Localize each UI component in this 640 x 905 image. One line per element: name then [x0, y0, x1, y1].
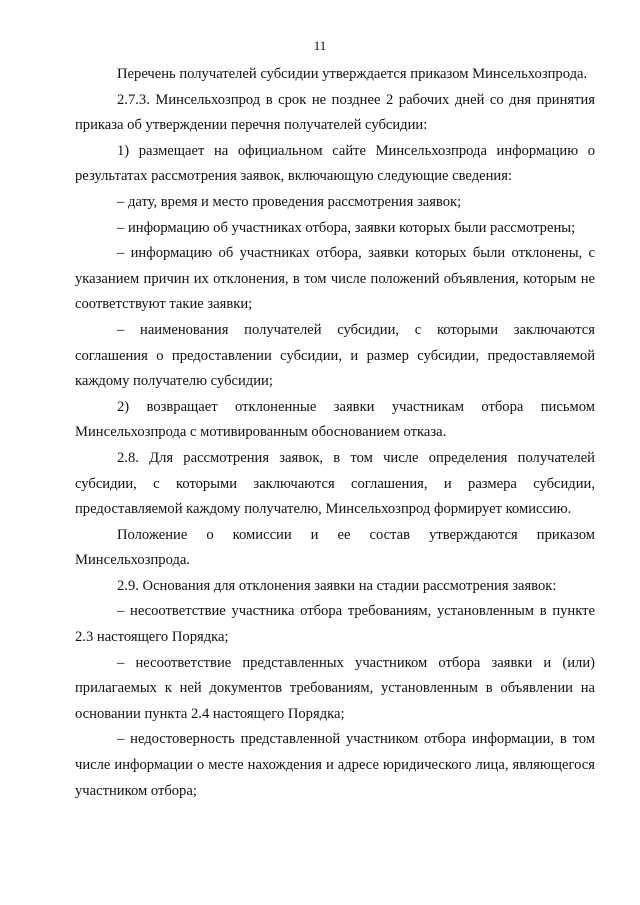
- document-body: [75, 62, 595, 804]
- paragraph-commission-regulation: Положение о комиссии и ее состав утверждаются приказом Минсельхозпрода.: [75, 526, 595, 569]
- list-item-rejected-participants: – информацию об участниках отбора, заявки которых были отклонены, с указанием причин их отклонения, в том числе положений объявления, которым не соответствуют такие заявки;: [75, 245, 595, 313]
- list-item-reviewed-participants: – информацию об участниках отбора, заявки которых были рассмотрены;: [117, 219, 576, 236]
- list-item-documents-mismatch: – несоответствие представленных участником отбора заявки и (или) прилагаемых к ней документов требованиям, установленным в объявлении на основании пункта 2.4 настоящего Порядка;: [75, 654, 595, 722]
- list-item-unreliable-information: – недостоверность представленной участником отбора информации, в том числе информации о месте нахождения и адресе юридического лица, являющегося участником отбора;: [75, 731, 595, 799]
- list-item-date-time-place: – дату, время и место проведения рассмотрения заявок;: [117, 193, 462, 210]
- paragraph-2-7-3: 2.7.3. Минсельхозпрод в срок не позднее 2 рабочих дней со дня принятия приказа об утверждении перечня получателей субсидии:: [75, 91, 595, 134]
- paragraph-2-9: 2.9. Основания для отклонения заявки на стадии рассмотрения заявок:: [117, 577, 557, 594]
- list-item-recipient-names: – наименования получателей субсидии, с которыми заключаются соглашения о предоставлении субсидии, и размер субсидии, предоставляемой каждому получателю субсидии;: [75, 321, 595, 390]
- page-number: 11: [313, 38, 327, 53]
- paragraph-return-rejected: 2) возвращает отклоненные заявки участникам отбора письмом Минсельхозпрода с мотивированным обоснованием отказа.: [75, 398, 595, 441]
- list-item-requirements-mismatch: – несоответствие участника отбора требованиям, установленным в пункте 2.3 настоящего Порядка;: [75, 603, 595, 646]
- paragraph-publish-results: 1) размещает на официальном сайте Минсельхозпрода информацию о результатах рассмотрения заявок, включающую следующие сведения:: [75, 142, 595, 185]
- paragraph-2-8: 2.8. Для рассмотрения заявок, в том числе определения получателей субсидии, с которыми заключаются соглашения, и размера субсидии, предоставляемой каждому получателю, Минсельхозпрод формирует комиссию.: [75, 449, 595, 518]
- paragraph-recipients-list-approval: Перечень получателей субсидии утверждается приказом Минсельхозпрода.: [117, 66, 588, 82]
